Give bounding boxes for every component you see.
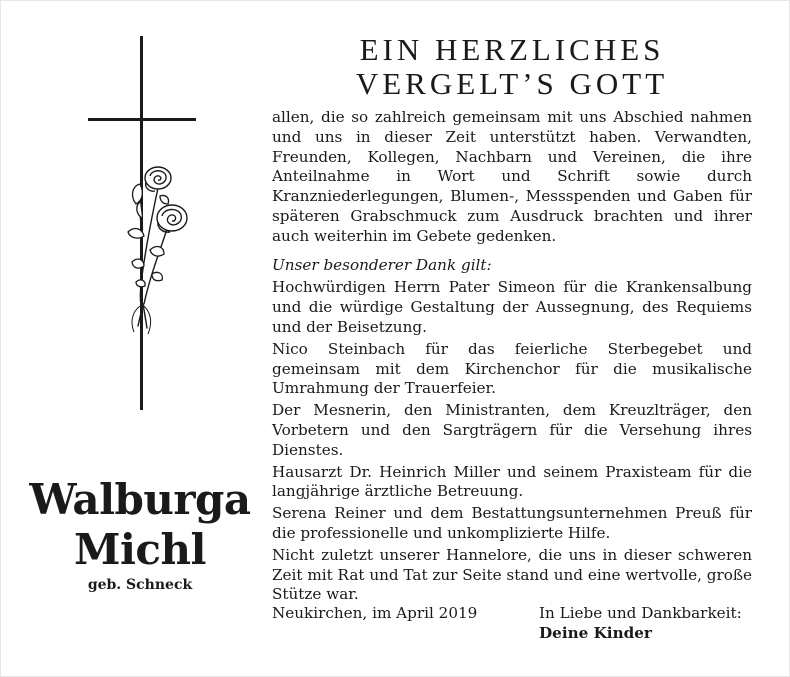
cross-with-roses-icon: [80, 36, 210, 416]
thanks-heading: Unser besonderer Dank gilt:: [272, 255, 492, 274]
deceased-last-name: Michl: [73, 525, 206, 574]
heading-line-1: EIN HERZLICHES: [359, 32, 665, 67]
signature-label: In Liebe und Dankbarkeit:: [539, 604, 742, 622]
thanks-entry: Hochwürdigen Herrn Pater Simeon für die Krankensalbung und die würdige Gestaltung der Aussegnung, des Requiems und der Beisetzung.: [272, 278, 752, 336]
signature-name: Deine Kinder: [539, 624, 652, 642]
signature-block: [539, 603, 742, 643]
thanks-entry: Serena Reiner und dem Bestattungsunternehmen Preuß für die professionelle und unkomplizierte Hilfe.: [272, 504, 752, 542]
place-date: Neukirchen, im April 2019: [272, 604, 478, 622]
intro-paragraph: allen, die so zahlreich gemeinsam mit uns Abschied nahmen und uns in dieser Zeit unterstützt haben. Verwandten, Freunden, Kollegen, Nachbarn und Vereinen, die ihre Anteilnahme in Wort und Schrift sowie durch Kranzniederlegungen, Blumen-, Messspenden und Gaben für späteren Grabschmuck zum Ausdruck brachten und ihrer auch weiterhin im Gebete gedenken.: [272, 108, 752, 245]
thanks-entry: Nico Steinbach für das feierliche Sterbegebet und gemeinsam mit dem Kirchenchor für die musikalische Umrahmung der Trauerfeier.: [272, 339, 752, 398]
notice-body: [272, 108, 752, 607]
heading-line-2: VERGELT’S GOTT: [355, 66, 669, 101]
thanks-entry: Hausarzt Dr. Heinrich Miller und seinem Praxisteam für die langjährige ärztliche Betreuung.: [272, 462, 752, 501]
thanks-entry: Nicht zuletzt unserer Hannelore, die uns in dieser schweren Zeit mit Rat und Tat zur Seite stand und eine wertvolle, große Stütze war.: [272, 545, 752, 604]
thanks-entry: Der Mesnerin, den Ministranten, dem Kreuzlträger, den Vorbetern und den Sargträgern für die Versehung ihres Dienstes.: [272, 401, 752, 459]
deceased-birth-name: geb. Schneck: [87, 577, 193, 593]
deceased-first-name: Walburga: [29, 475, 251, 524]
